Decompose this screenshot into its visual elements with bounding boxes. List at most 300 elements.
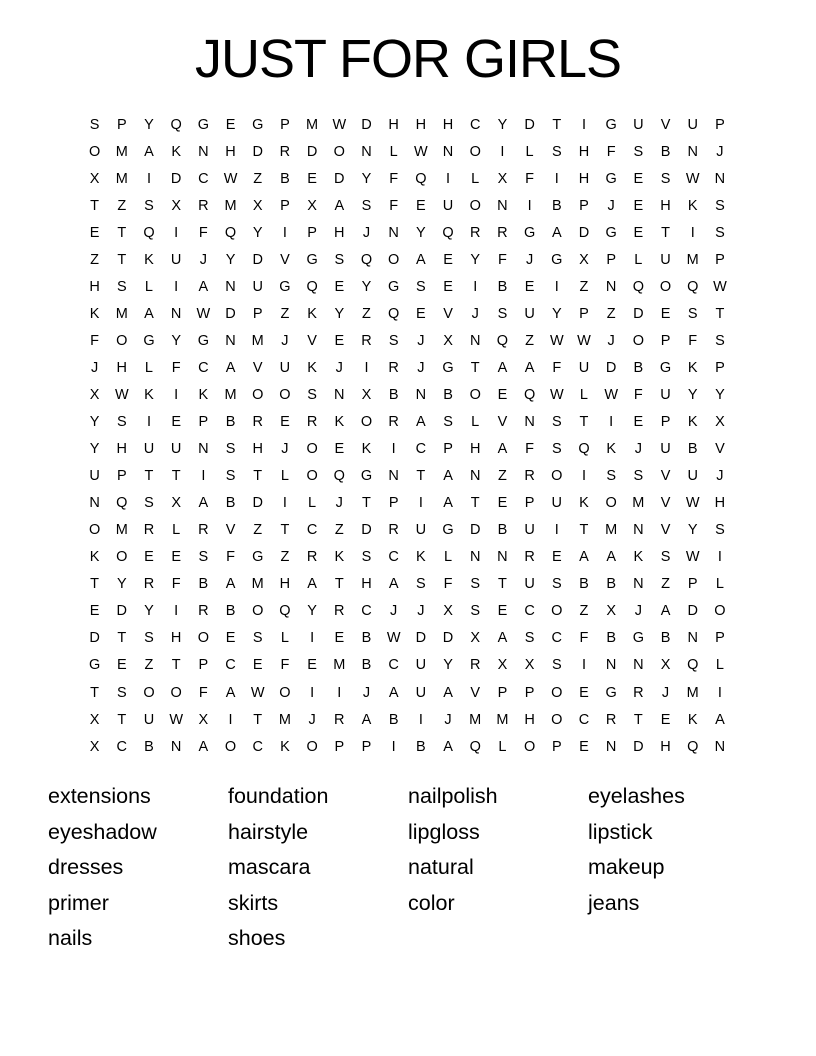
grid-letter: T [661,224,670,241]
grid-letter: B [443,386,453,403]
grid-letter: U [143,441,155,458]
grid-letter: M [115,522,128,539]
grid-letter: J [417,603,425,620]
grid-letter: Q [687,738,699,755]
grid-row [81,490,734,517]
grid-letter: O [469,386,481,403]
grid-letter: N [687,630,698,647]
grid-letter: D [225,305,236,322]
grid-letter: A [334,197,345,214]
grid-letter: X [524,657,535,674]
grid-letter: V [443,305,453,322]
grid-letter: I [446,170,451,187]
grid-letter: N [388,224,399,241]
grid-letter: W [169,711,183,728]
grid-row [81,111,734,138]
grid-letter: B [361,630,372,647]
grid-letter: C [116,738,128,755]
grid-letter: L [715,576,724,593]
grid-letter: Q [116,495,128,512]
grid-letter: S [524,630,535,647]
grid-letter: K [89,305,100,322]
grid-letter: X [715,414,725,431]
grid-letter: S [198,549,209,566]
word-list-column [588,779,768,957]
grid-letter: W [549,386,564,403]
grid-letter: B [660,630,671,647]
grid-letter: O [88,522,101,539]
grid-letter: V [470,684,481,701]
grid-letter: M [333,657,346,674]
grid-letter: A [198,495,209,512]
grid-letter: A [660,603,671,620]
grid-letter: O [170,684,182,701]
grid-letter: T [497,576,507,593]
grid-letter: U [170,251,182,268]
grid-letter: F [198,224,208,241]
grid-letter: I [527,197,532,214]
grid-row [81,625,734,652]
grid-letter: F [226,549,235,566]
grid-letter: F [90,332,100,349]
grid-letter: S [715,197,725,214]
grid-letter: A [416,251,426,268]
grid-row [81,679,734,706]
grid-letter: U [687,116,698,133]
grid-letter: M [115,143,128,160]
grid-letter: A [443,495,453,512]
grid-letter: D [633,738,644,755]
grid-letter: R [633,684,644,701]
word-list-item: jeans [588,890,640,915]
grid-letter: W [386,630,401,647]
grid-letter: R [143,576,155,593]
grid-letter: E [551,549,562,566]
grid-letter: A [551,224,562,241]
grid-letter: B [225,414,236,431]
grid-letter: A [497,441,508,458]
grid-letter: H [469,441,481,458]
grid-letter: A [443,738,453,755]
grid-letter: X [307,197,317,214]
grid-row [81,652,734,679]
grid-letter: C [252,738,263,755]
grid-letter: C [388,657,399,674]
grid-letter: F [525,170,535,187]
grid-letter: Y [687,386,698,403]
grid-letter: X [470,630,481,647]
grid-letter: A [715,711,725,728]
grid-letter: Y [89,441,100,458]
grid-letter: O [333,143,345,160]
grid-letter: T [253,711,263,728]
grid-letter: M [306,116,319,133]
grid-letter: Q [496,332,509,349]
grid-letter: R [469,657,481,674]
grid-letter: Q [687,657,699,674]
grid-letter: B [225,495,236,512]
grid-letter: C [388,549,399,566]
grid-letter: Y [89,414,100,431]
page-title: JUST FOR GIRLS [194,29,622,89]
grid-letter: P [116,116,127,133]
grid-letter: R [605,711,617,728]
word-list-item: primer [48,890,109,915]
grid-letter: Y [225,251,236,268]
grid-letter: T [253,468,263,485]
grid-letter: M [251,576,264,593]
grid-letter: J [444,711,452,728]
grid-letter: W [414,143,428,160]
grid-letter: E [660,305,671,322]
grid-letter: B [416,738,426,755]
grid-letter: E [633,197,644,214]
grid-letter: S [687,305,698,322]
grid-letter: Q [143,224,155,241]
grid-letter: S [116,414,127,431]
grid-letter: T [90,684,100,701]
grid-letter: T [416,468,426,485]
grid-letter: S [715,522,725,539]
grid-letter: Q [523,386,536,403]
grid-letter: X [606,603,616,620]
grid-letter: T [280,522,290,539]
grid-letter: I [282,224,287,241]
grid-letter: E [633,170,644,187]
grid-letter: J [390,603,398,620]
grid-letter: W [577,332,591,349]
grid-letter: O [88,143,101,160]
grid-letter: B [497,278,508,295]
grid-letter: F [198,684,208,701]
grid-letter: G [306,251,318,268]
grid-letter: T [579,522,589,539]
grid-letter: E [443,278,453,295]
grid-letter: K [687,414,698,431]
grid-letter: N [225,332,236,349]
grid-letter: J [661,684,670,701]
grid-letter: S [551,441,562,458]
grid-letter: A [144,143,154,160]
grid-letter: F [633,386,643,403]
grid-letter: J [335,359,343,376]
grid-letter: S [551,657,562,674]
grid-letter: I [174,386,179,403]
grid-letter: K [307,305,317,322]
grid-letter: E [660,711,671,728]
grid-letter: E [252,657,263,674]
grid-letter: C [198,359,209,376]
grid-letter: L [443,549,453,566]
grid-letter: N [361,143,372,160]
grid-letter: U [660,441,671,458]
grid-letter: Z [579,278,589,295]
grid-letter: Y [443,657,453,674]
grid-letter: N [605,657,617,674]
grid-letter: S [660,549,671,566]
grid-letter: K [334,549,345,566]
grid-letter: M [469,711,482,728]
grid-letter: T [470,359,480,376]
grid-letter: M [632,495,645,512]
grid-letter: A [361,711,372,728]
grid-letter: N [388,468,399,485]
grid-letter: M [496,711,509,728]
grid-row [81,300,734,327]
grid-letter: I [310,630,315,647]
grid-letter: G [143,332,155,349]
grid-letter: X [660,657,671,674]
grid-letter: H [116,441,128,458]
grid-letter: I [609,414,614,431]
word-list-item: color [408,890,455,915]
grid-letter: N [497,197,508,214]
grid-letter: H [578,170,590,187]
grid-letter: I [391,441,396,458]
grid-letter: P [497,684,508,701]
grid-letter: I [418,711,423,728]
grid-letter: H [524,711,535,728]
grid-letter: U [551,495,563,512]
grid-letter: K [307,359,317,376]
word-list-item: mascara [228,855,311,880]
grid-letter: I [581,657,586,674]
grid-letter: V [660,495,671,512]
word-list-item: lipstick [588,819,653,844]
grid-letter: I [228,711,233,728]
grid-letter: U [415,657,427,674]
grid-letter: N [687,143,698,160]
grid-letter: T [715,305,725,322]
grid-letter: S [307,386,317,403]
grid-letter: H [442,116,454,133]
grid-letter: D [687,603,698,620]
grid-letter: P [280,197,290,214]
grid-letter: G [279,278,291,295]
grid-letter: P [388,495,399,512]
grid-letter: W [685,495,700,512]
grid-letter: O [632,332,644,349]
word-search-grid [81,111,734,760]
grid-letter: I [717,684,722,701]
grid-letter: E [633,414,644,431]
grid-letter: U [252,278,263,295]
grid-letter: M [605,522,618,539]
grid-letter: H [388,116,399,133]
grid-letter: L [144,359,153,376]
grid-letter: B [551,197,562,214]
grid-letter: P [579,197,589,214]
grid-letter: Y [361,170,372,187]
grid-letter: E [334,278,345,295]
grid-letter: D [170,170,182,187]
grid-letter: E [633,224,644,241]
grid-letter: G [197,332,209,349]
grid-letter: E [307,170,317,187]
grid-letter: W [685,549,700,566]
grid-letter: B [388,386,399,403]
grid-letter: N [469,549,481,566]
grid-letter: G [605,116,617,133]
grid-letter: S [633,143,644,160]
word-list-item: makeup [588,855,665,880]
grid-letter: E [497,495,508,512]
grid-letter: J [634,441,642,458]
grid-letter: X [89,738,100,755]
grid-letter: Z [525,332,535,349]
grid-letter: W [549,332,564,349]
grid-letter: T [171,468,181,485]
grid-letter: Q [170,116,182,133]
grid-letter: D [252,143,263,160]
grid-letter: O [197,630,209,647]
grid-letter: C [469,116,481,133]
grid-letter: J [362,224,371,241]
grid-letter: P [715,251,725,268]
grid-letter: P [198,414,209,431]
word-list-item: skirts [228,890,279,915]
grid-letter: G [88,657,101,674]
word-list-item: shoes [228,926,286,951]
grid-letter: G [388,278,400,295]
grid-letter: E [116,657,127,674]
grid-letter: O [360,414,373,431]
grid-letter: S [225,468,236,485]
grid-letter: P [280,116,290,133]
grid-letter: T [633,711,643,728]
grid-letter: N [198,441,209,458]
grid-letter: R [198,603,209,620]
grid-letter: O [551,603,563,620]
grid-letter: Q [415,170,427,187]
grid-letter: M [278,711,291,728]
grid-letter: J [525,251,534,268]
grid-letter: E [89,224,100,241]
grid-letter: M [115,170,128,187]
grid-letter: S [551,414,562,431]
grid-letter: Y [334,305,345,322]
grid-letter: X [89,386,100,403]
grid-letter: N [170,305,182,322]
word-list [48,779,768,957]
grid-letter: A [416,414,426,431]
grid-letter: T [171,657,181,674]
grid-letter: I [364,359,369,376]
grid-letter: X [198,711,209,728]
grid-letter: N [469,468,481,485]
grid-letter: O [306,441,318,458]
grid-letter: U [524,522,535,539]
grid-letter: Z [579,603,589,620]
grid-letter: F [443,576,453,593]
grid-letter: O [252,603,264,620]
grid-letter: I [554,278,559,295]
grid-letter: V [660,116,671,133]
grid-letter: U [524,576,535,593]
grid-letter: Y [551,305,562,322]
grid-letter: Z [90,251,100,268]
grid-letter: R [334,711,345,728]
grid-letter: V [307,332,317,349]
grid-letter: T [117,630,127,647]
grid-letter: F [171,576,181,593]
grid-letter: I [146,414,151,431]
grid-letter: L [308,495,317,512]
grid-letter: H [89,278,100,295]
grid-letter: Z [280,549,290,566]
grid-letter: A [307,576,317,593]
grid-letter: A [225,359,236,376]
grid-letter: N [633,576,644,593]
grid-letter: C [198,170,209,187]
grid-letter: C [578,711,590,728]
grid-letter: P [116,468,127,485]
grid-letter: K [687,197,698,214]
grid-letter: J [308,711,316,728]
grid-letter: S [443,414,453,431]
grid-row [81,409,734,436]
grid-letter: N [170,738,182,755]
grid-letter: Q [442,224,454,241]
grid-letter: E [579,738,589,755]
grid-letter: V [660,522,671,539]
grid-letter: I [174,224,179,241]
word-list-item: foundation [228,784,329,808]
grid-letter: O [116,332,128,349]
grid-letter: H [170,630,182,647]
grid-row [81,381,734,408]
grid-row [81,138,734,165]
grid-letter: W [196,305,211,322]
grid-letter: O [252,386,264,403]
grid-letter: I [391,738,396,755]
grid-letter: R [306,414,318,431]
grid-letter: Q [224,224,237,241]
grid-letter: M [251,332,264,349]
word-list-item: nailpolish [408,784,498,808]
grid-letter: G [632,630,644,647]
grid-letter: L [525,143,534,160]
grid-letter: E [443,251,453,268]
grid-letter: Y [307,603,317,620]
grid-letter: Z [497,468,507,485]
word-list-item: natural [408,855,474,880]
grid-letter: B [361,657,372,674]
grid-letter: W [223,170,238,187]
grid-letter: Q [388,305,400,322]
grid-letter: S [225,441,236,458]
grid-letter: R [143,522,155,539]
word-list-column [408,779,588,957]
grid-letter: A [388,576,399,593]
grid-letter: M [686,251,699,268]
grid-letter: I [554,170,559,187]
grid-letter: R [198,197,209,214]
grid-letter: P [579,305,589,322]
grid-letter: G [442,522,454,539]
grid-row [81,733,734,760]
grid-letter: P [606,251,616,268]
grid-letter: R [279,143,291,160]
grid-letter: C [551,630,563,647]
grid-letter: L [715,657,724,674]
grid-letter: N [334,386,345,403]
grid-letter: N [524,414,535,431]
grid-letter: B [497,522,508,539]
grid-letter: D [334,170,345,187]
grid-letter: K [687,359,698,376]
grid-letter: N [714,170,726,187]
